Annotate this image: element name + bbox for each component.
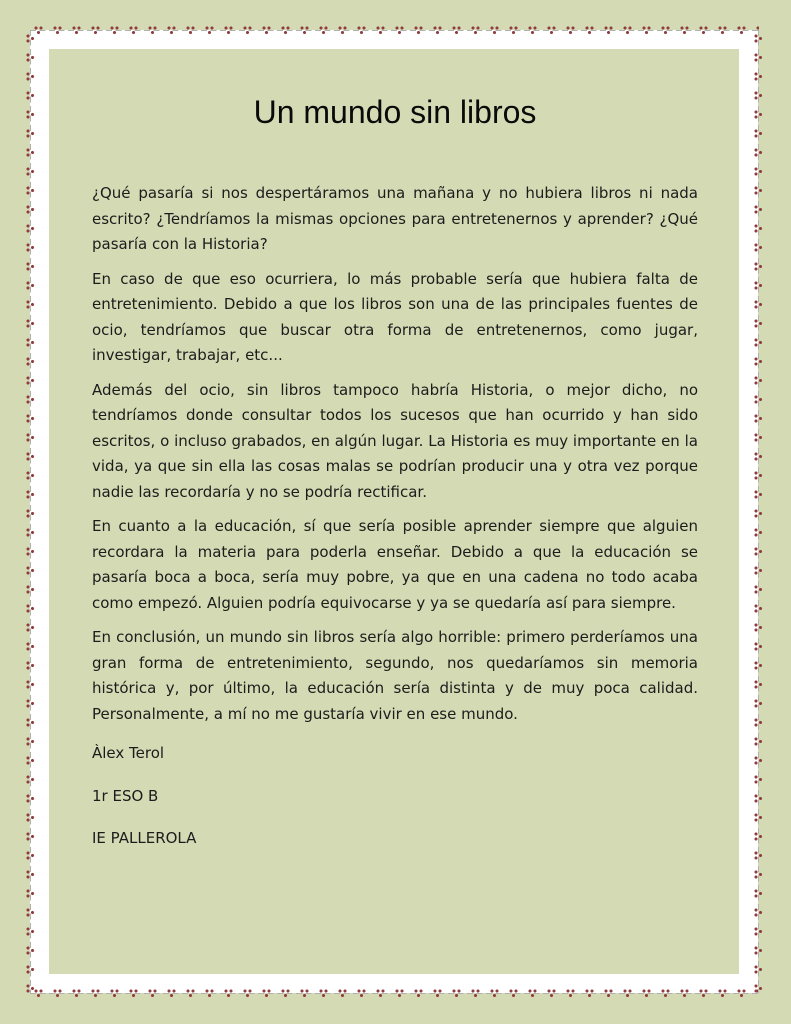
essay-content-area <box>49 49 739 974</box>
signature-school: IE PALLEROLA <box>92 829 197 847</box>
essay-paragraph-3: Además del ocio, sin libros tampoco habría Historia, o mejor dicho, no tendríamos donde consultar todos los sucesos que han ocurrido y han sido escritos, o incluso grabados, en algún lugar. La Historia es muy importante en la vida, ya que sin ella las cosas malas se podrían producir una y otra vez porque nadie las recordaría y no se podría rectificar. <box>92 380 698 501</box>
white-border-frame <box>30 30 758 993</box>
page-title: Un mundo sin libros <box>253 94 537 130</box>
essay-paragraph-5: En conclusión, un mundo sin libros sería algo horrible: primero perderíamos una gran forma de entretenimiento, segundo, nos quedaríamos sin memoria histórica y, por último, la educación sería distinta y de muy poca calidad. Personalmente, a mí no me gustaría vivir en ese mundo. <box>92 628 698 723</box>
signature-author: Àlex Terol <box>92 744 165 762</box>
essay-paragraph-1: ¿Qué pasaría si nos despertáramos una mañana y no hubiera libros ni nada escrito? ¿Tendríamos la mismas opciones para entretenernos y aprender? ¿Qué pasaría con la Historia? <box>92 184 698 253</box>
essay-paragraph-4: En cuanto a la educación, sí que sería posible aprender siempre que alguien recordara la materia para poderla enseñar. Debido a que la educación se pasaría boca a boca, sería muy pobre, ya que en una cadena no todo acaba como empezó. Alguien podría equivocarse y ya se quedaría así para siempre. <box>92 517 698 612</box>
signature-class: 1r ESO B <box>92 786 159 805</box>
essay-paragraph-2: En caso de que eso ocurriera, lo más probable sería que hubiera falta de entretenimiento. Debido a que los libros son una de las principales fuentes de ocio, tendríamos que buscar otra forma de entretenernos, como jugar, investigar, trabajar, etc... <box>92 269 698 364</box>
